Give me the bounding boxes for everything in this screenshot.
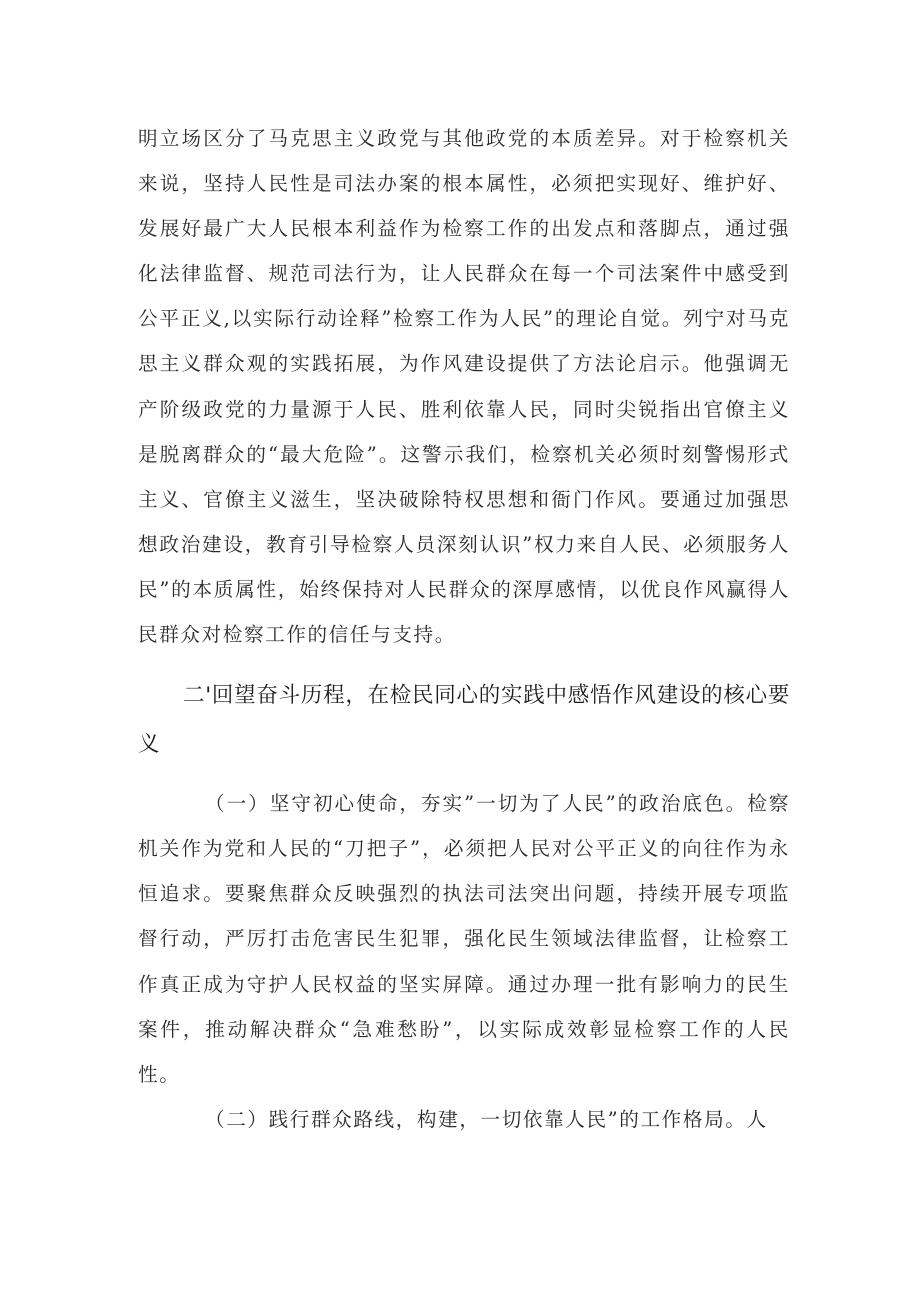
document-body bbox=[138, 116, 790, 1142]
paragraph-subsection-two: （二）践行群众路线，构建，一切依靠人民”的工作格局。人 bbox=[205, 1107, 768, 1131]
paragraph-subsection-one: （一）坚守初心使命，夯实”一切为了人民”的政治底色。检察机关作为党和人民的“刀把子”，必须把人民对公平正义的向往作为永恒追求。要聚焦群众反映强烈的执法司法突出问题，持续开展专项监督行动，严厉打击危害民生犯罪，强化民生领域法律监督，让检察工作真正成为守护人民权益的坚实屏障。通过办理一批有影响力的民生案件，推动解决群众“急难愁盼”，以实际成效彰显检察工作的人民性。 bbox=[138, 792, 790, 1086]
paragraph-continuation: 明立场区分了马克思主义政党与其他政党的本质差异。对于检察机关来说，坚持人民性是司法办案的根本属性，必须把实现好、维护好、发展好最广大人民根本利益作为检察工作的出发点和落脚点，通过强化法律监督、规范司法行为，让人民群众在每一个司法案件中感受到公平正义,以实际行动诠释”检察工作为人民”的理论自觉。列宁对马克思主义群众观的实践拓展，为作风建设提供了方法论启示。他强调无产阶级政党的力量源于人民、胜利依靠人民，同时尖锐指出官僚主义是脱离群众的“最大危险”。这警示我们，检察机关必须时刻警惕形式主义、官僚主义滋生，坚决破除特权思想和衙门作风。要通过加强思想政治建设，教育引导检察人员深刻认识”权力来自人民、必须服务人民”的本质属性，始终保持对人民群众的深厚感情，以优良作风赢得人民群众对检察工作的信任与支持。 bbox=[138, 127, 790, 647]
section-heading: 二'回望奋斗历程，在检民同心的实践中感悟作风建设的核心要义 bbox=[138, 683, 790, 758]
